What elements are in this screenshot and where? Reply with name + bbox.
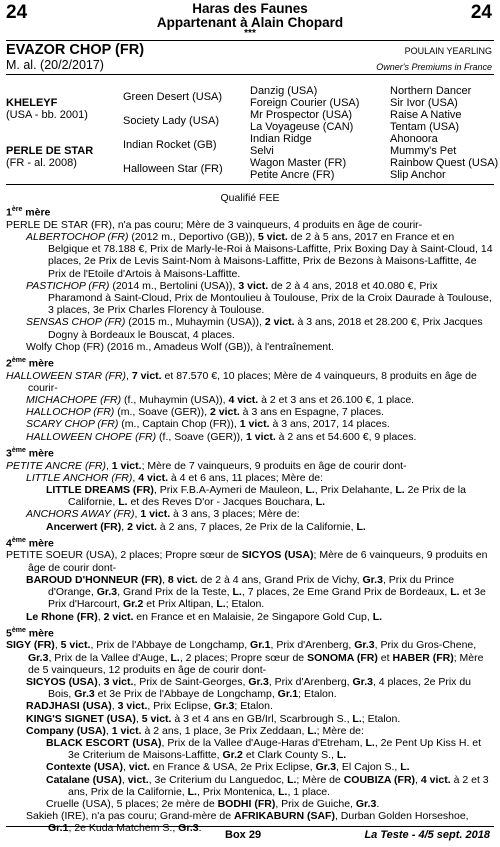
pedigree-gen4: Northern Dancer (390, 85, 472, 97)
pedigree-gen4: Tentam (USA) (390, 121, 460, 133)
section-title: 5ème mère (6, 626, 54, 640)
produce-entry: Contexte (USA), vict. en France & USA, 2e Prix Eclipse, Gr.3, El Cajon S., L. (46, 761, 410, 774)
section-title: 4ème mère (6, 536, 54, 550)
produce-entry: SIGY (FR), 5 vict., Prix de l'Abbaye de Longchamp, Gr.1, Prix d'Arenberg, Gr.3, Prix du Gros-Chene, Gr.3, Prix de la Vallee d'Auge, L., 2 places; Propre sœur de SONOMA (FR) et HABER (FR); Mère de 5 vainqueurs, 12 produits en âge de courir dont- (6, 639, 484, 676)
pedigree-gen2: Indian Rocket (GB) (123, 139, 217, 151)
produce-entry: PETITE ANCRE (FR), 1 vict.; Mère de 7 vainqueurs, 9 produits en âge de courir dont- (6, 459, 407, 472)
pedigree-gen2: Green Desert (USA) (123, 91, 223, 103)
produce-entry: SICYOS (USA), 3 vict., Prix de Saint-Georges, Gr.3, Prix d'Arenberg, Gr.3, 4 places, 2e Prix du Bois, Gr.3 et 3e Prix de l'Abbaye de Longchamp, Gr.1; Etalon. (26, 676, 472, 701)
pedigree-gen3: Foreign Courier (USA) (250, 97, 360, 109)
pedigree-gen4: Sir Ivor (USA) (390, 97, 458, 109)
pedigree-gen3: Selvi (250, 145, 274, 157)
pedigree-rule-top (6, 74, 494, 75)
pedigree-gen4: Ahonoora (390, 133, 438, 145)
section-title: 3ème mère (6, 446, 54, 460)
produce-entry: Sakieh (IRE), n'a pas couru; Grand-mère de AFRIKABURN (SAF), Durban Golden Horseshoe, Gr.1, 2e Kuda Matchem S., Gr.3. (26, 810, 469, 835)
produce-entry: LITTLE DREAMS (FR), Prix F.B.A-Aymeri de Mauleon, L., Prix Delahante, L. 2e Prix de la Californie, L. et des Reves D'or - Jacques Bouchara, L. (46, 483, 466, 509)
horse-sex-dob: M. al. (20/2/2017) (6, 58, 104, 72)
pedigree-gen4: Slip Anchor (390, 169, 446, 181)
sire-name: KHELEYF (6, 97, 58, 109)
footer-rule (6, 826, 494, 827)
dam-info: (FR - al. 2008) (6, 157, 77, 169)
produce-entry: HALLOWEEN CHOPE (FR) (f., Soave (GER)), 1 vict. à 2 ans et 54.600 €, 9 places. (26, 430, 417, 443)
horse-category: POULAIN YEARLING (404, 46, 492, 56)
pedigree-gen3: Indian Ridge (250, 133, 312, 145)
produce-entry: PERLE DE STAR (FR), n'a pas couru; Mère de 3 vainqueurs, 4 produits en âge de courir- (6, 218, 423, 231)
pedigree-gen4: Raise A Native (390, 109, 462, 121)
produce-entry: KING'S SIGNET (USA), 5 vict. à 3 et 4 ans en GB/Irl, Scarbrough S., L.; Etalon. (26, 712, 401, 725)
produce-entry: ANCHORS AWAY (FR), 1 vict. à 3 ans, 3 places; Mère de: (26, 508, 300, 521)
produce-entry: LITTLE ANCHOR (FR), 4 vict. à 4 et 6 ans, 11 places; Mère de: (26, 471, 324, 484)
horse-name: EVAZOR CHOP (FR) (6, 42, 145, 58)
produce-entry: Le Rhone (FR), 2 vict. en France et en Malaisie, 2e Singapore Gold Cup, L. (26, 610, 383, 623)
sale-venue-date: La Teste - 4/5 sept. 2018 (364, 829, 490, 841)
produce-entry: HALLOWEEN STAR (FR), 7 vict. et 87.570 €, 10 places; Mère de 4 vainqueurs, 8 produits en âge de courir- (6, 369, 477, 394)
produce-entry: ALBERTOCHOP (FR) (2012 m., Deportivo (GB)), 5 vict. de 2 à 5 ans, 2017 en France et en Belgique et 78.188 €, Prix de Marly-le-Roi à Maisons-Laffitte, Prix Boxing Day à Saint-Cloud, 14 places, 2e Prix de Levis Saint-Nom à Maisons-Laffitte, Prix de Bezons à Maisons-Laffitte, 4e Prix de l'Etoile d'Artois à Maisons-Laffitte. (26, 230, 493, 280)
produce-entry: BLACK ESCORT (USA), Prix de la Vallee d'Auge-Haras d'Etreham, L., 2e Pent Up Kiss H. et 3e Criterium de Maisons-Laffitte, Gr.2 et Clark County S., L. (46, 737, 482, 762)
produce-entry: Catalane (USA), vict., 3e Criterium du Languedoc, L.; Mère de COUBIZA (FR), 4 vict. à 2 et 3 ans, Prix de la Californie, L., Prix Montenica, L., 1 place. (46, 773, 489, 798)
produce-entry: MICHACHOPE (FR) (f., Muhaymin (USA)), 4 vict. à 2 et 3 ans et 26.100 €, 1 place. (26, 394, 415, 407)
produce-entry: RADJHASI (USA), 3 vict., Prix Eclipse, Gr.3; Etalon. (26, 700, 273, 713)
produce-entry: Ancerwert (FR), 2 vict. à 2 ans, 7 places, 2e Prix de la Californie, L. (46, 520, 366, 533)
dam-name: PERLE DE STAR (6, 145, 94, 157)
produce-entry: BAROUD D'HONNEUR (FR), 8 vict. de 2 à 4 ans, Grand Prix de Vichy, Gr.3, Prix du Prince d'Orange, Gr.3, Grand Prix de la Teste, L., 7 places, 2e Eme Grand Prix de Bordeaux, L. et 3e Prix d'Harcourt, Gr.2 et Prix Altipan, L.; Etalon. (26, 573, 486, 611)
pedigree-gen3: Mr Prospector (USA) (250, 109, 353, 121)
produce-entry: Cruelle (USA), 5 places; 2e mère de BODHI (FR), Prix de Guiche, Gr.3. (46, 798, 380, 811)
owner-line: Appartenant à Alain Chopard (156, 15, 344, 30)
pedigree-gen3: Danzig (USA) (250, 85, 318, 97)
produce-entry: SENSAS CHOP (FR) (2015 m., Muhaymin (USA)), 2 vict. à 3 ans, 2018 et 28.200 €, Prix Jacques Dogny à Bordeaux le Bouscat, 4 places. (26, 316, 483, 341)
premium-program: Owner's Premiums in France (376, 62, 492, 72)
produce-entry: PETITE SOEUR (USA), 2 places; Propre sœur de SICYOS (USA); Mère de 6 vainqueurs, 9 produits en âge de courir dont- (6, 549, 488, 574)
produce-entry: PASTICHOP (FR) (2014 m., Bertolini (USA)), 3 vict. de 2 à 4 ans, 2018 et 40.080 €, Prix Pharamond à Saint-Cloud, Prix de Montoulieu à Toulouse, Prix de la Croix Daurade à Toulouse, 3 places, 3e Prix Charles Florency à Toulouse. (26, 279, 492, 317)
produce-entry: Company (USA), 1 vict. à 2 ans, 1 place, 3e Prix Zeddaan, L.; Mère de: (26, 724, 364, 737)
pedigree-gen4: Rainbow Quest (USA) (390, 157, 499, 169)
stud-name: Haras des Faunes (192, 1, 308, 16)
sire-info: (USA - bb. 2001) (6, 109, 88, 121)
pedigree-gen4: Mummy's Pet (390, 145, 457, 157)
pedigree-gen3: Petite Ancre (FR) (250, 169, 335, 181)
produce-entry: HALLOCHOP (FR) (m., Soave (GER)), 2 vict. à 3 ans en Espagne, 7 places. (26, 406, 384, 419)
qualification: Qualifié FEE (220, 192, 280, 204)
section-title: 1ère mère (6, 206, 51, 219)
family-sections (6, 202, 494, 835)
pedigree-rule-bottom (6, 184, 494, 185)
pedigree-gen3: Wagon Master (FR) (250, 157, 347, 169)
box-number: Box 29 (225, 829, 262, 841)
pedigree-gen2: Society Lady (USA) (123, 115, 219, 127)
lot-number-left: 24 (6, 2, 28, 23)
produce-entry: SCARY CHOP (FR) (m., Captain Chop (FR)), 1 vict. à 3 ans, 2017, 14 places. (26, 418, 390, 431)
stars: *** (244, 28, 256, 39)
produce-entry: Wolfy Chop (FR) (2016 m., Amadeus Wolf (GB)), à l'entraînement. (26, 340, 334, 353)
lot-number-right: 24 (470, 2, 492, 23)
pedigree-gen2: Halloween Star (FR) (123, 163, 223, 175)
section-title: 2ème mère (6, 356, 54, 370)
top-rule (6, 40, 494, 41)
pedigree-gen3: La Voyageuse (CAN) (250, 121, 354, 133)
